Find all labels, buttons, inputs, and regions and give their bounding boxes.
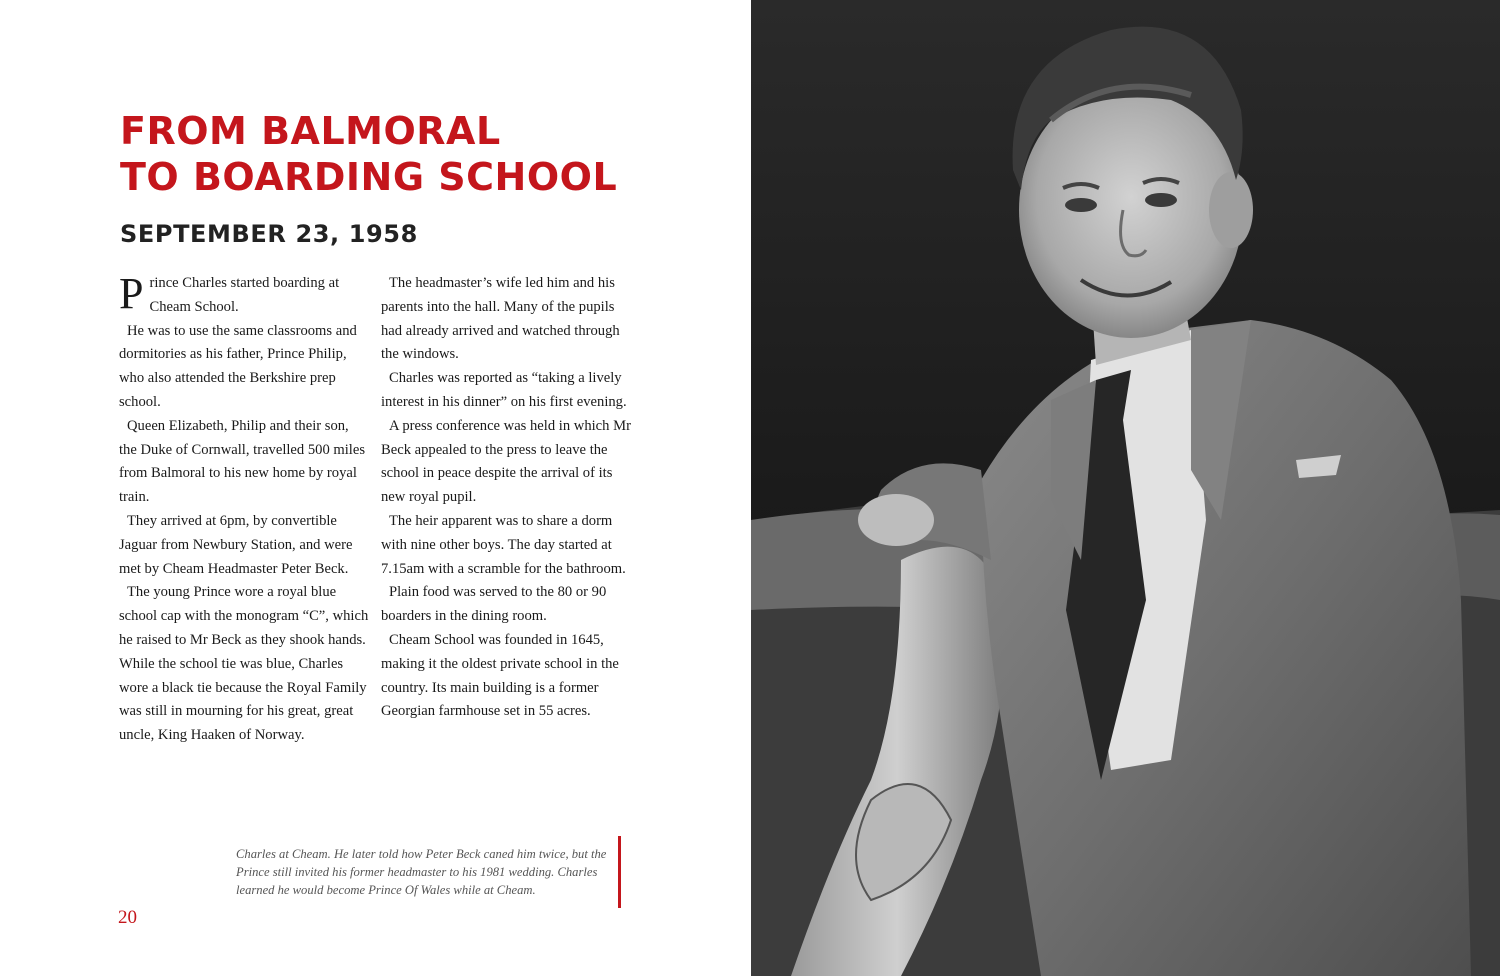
caption-accent-rule bbox=[618, 836, 621, 908]
paragraph: A press conference was held in which Mr Beck appealed to the press to leave the school in peace despite the arrival of its new royal pupil. bbox=[381, 417, 631, 506]
paragraph: Plain food was served to the 80 or 90 boarders in the dining room. bbox=[381, 584, 607, 625]
paragraph: The young Prince wore a royal blue school cap with the monogram “C”, which he raised to Mr Beck as they shook hands. While the school tie was blue, Charles wore a black tie because the Royal Family was still in mourning for his great, great uncle, King Haaken of Norway. bbox=[119, 584, 369, 744]
paragraph: Cheam School was founded in 1645, making it the oldest private school in the country. Its main building is a former Georgian farmhouse set in 55 acres. bbox=[381, 631, 619, 720]
paragraph bbox=[119, 269, 369, 320]
article-column-2 bbox=[381, 272, 631, 724]
paragraph: Charles was reported as “taking a lively interest in his dinner” on his first evening. bbox=[381, 370, 627, 410]
date-subheading: SEPTEMBER 23, 1958 bbox=[120, 220, 418, 248]
resting-hand bbox=[858, 494, 934, 546]
headline-line-1: FROM BALMORAL bbox=[120, 109, 501, 153]
ear bbox=[1209, 172, 1253, 248]
paragraph: The headmaster’s wife led him and his parents into the hall. Many of the pupils had already arrived and watched through the windows. bbox=[381, 275, 620, 363]
paragraph: Queen Elizabeth, Philip and their son, the Duke of Cornwall, travelled 500 miles from Balmoral to his new home by royal train. bbox=[119, 417, 366, 506]
headline bbox=[120, 108, 617, 200]
article-column-1 bbox=[119, 269, 369, 748]
paragraph: He was to use the same classrooms and dormitories as his father, Prince Philip, who also attended the Berkshire prep school. bbox=[119, 322, 357, 410]
page-number: 20 bbox=[118, 907, 137, 928]
photo-caption: Charles at Cheam. He later told how Peter Beck caned him twice, but the Prince still invited his former headmaster to his 1981 wedding. Charles learned he would become Prince Of Wales while at Cheam. bbox=[236, 847, 607, 898]
portrait-photo bbox=[751, 0, 1500, 976]
drop-cap: P bbox=[119, 269, 144, 318]
left-eye bbox=[1065, 198, 1097, 212]
right-eye bbox=[1145, 193, 1177, 207]
paragraph: The heir apparent was to share a dorm with nine other boys. The day started at 7.15am with a scramble for the bathroom. bbox=[381, 512, 626, 577]
portrait-photo-illustration bbox=[751, 0, 1500, 976]
paragraph-text: rince Charles started boarding at Cheam School. bbox=[149, 275, 340, 315]
paragraph: They arrived at 6pm, by convertible Jaguar from Newbury Station, and were met by Cheam Headmaster Peter Beck. bbox=[119, 512, 353, 577]
headline-line-2: TO BOARDING SCHOOL bbox=[120, 155, 618, 199]
